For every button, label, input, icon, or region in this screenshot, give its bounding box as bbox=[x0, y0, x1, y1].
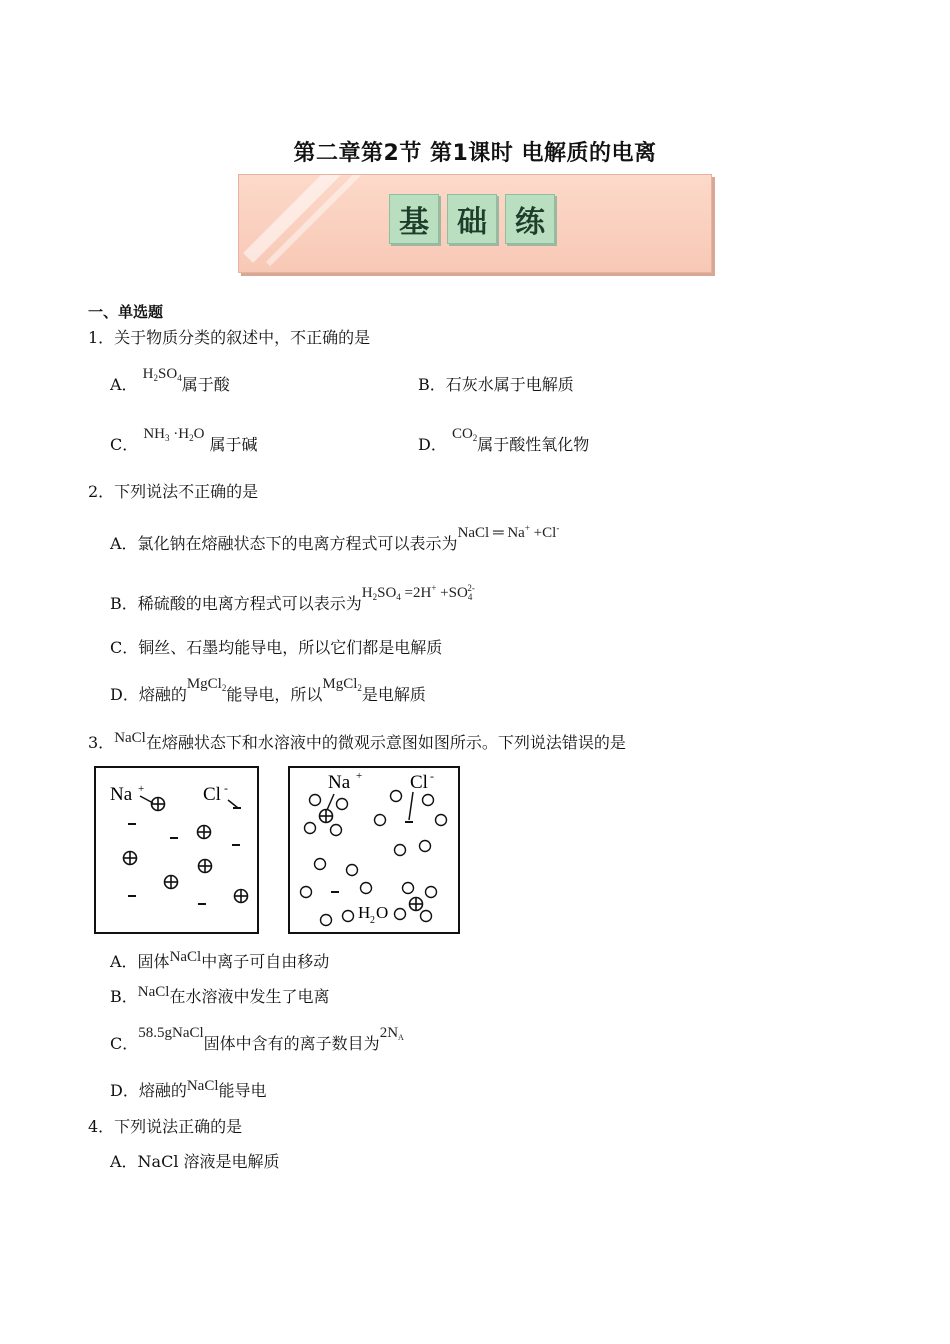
formula: NaCl bbox=[186, 1078, 219, 1094]
svg-text:+: + bbox=[138, 783, 145, 795]
water-molecule-icon bbox=[305, 823, 316, 834]
water-molecule-icon bbox=[395, 845, 406, 856]
water-molecule-icon bbox=[423, 795, 434, 806]
pointer-line bbox=[228, 800, 238, 808]
sodium-ion-icon bbox=[320, 810, 333, 823]
sodium-ion-icon bbox=[199, 860, 212, 873]
water-molecule-icon bbox=[347, 865, 358, 876]
page-title: 第二章第2节 第1课时 电解质的电离 bbox=[293, 141, 657, 166]
water-molecule-icon bbox=[310, 795, 321, 806]
banner-chars bbox=[389, 194, 555, 244]
banner bbox=[238, 174, 712, 273]
q4-stem: 4．下列说法正确的是 bbox=[88, 1117, 243, 1136]
cl-label bbox=[410, 769, 434, 793]
svg-text:Cl: Cl bbox=[410, 772, 428, 793]
q2-option-a: A．氯化钠在熔融状态下的电离方程式可以表示为NaCl ═ Na+ +Cl- bbox=[110, 523, 560, 553]
q2-option-d: D．熔融的MgCl$_2$能导电，所以MgCl$_2$是电解质 bbox=[110, 676, 426, 704]
q2-option-c: C．铜丝、石墨均能导电，所以它们都是电解质 bbox=[110, 638, 443, 657]
formula: NaCl bbox=[114, 730, 146, 746]
sodium-ion-icon bbox=[235, 890, 248, 903]
water-molecule-icon bbox=[375, 815, 386, 826]
q1-stem: 1．关于物质分类的叙述中，不正确的是 bbox=[88, 328, 371, 347]
q4-option-a: A．NaCl 溶液是电解质 bbox=[110, 1152, 280, 1171]
q3-option-b: B．NaCl在水溶液中发生了电离 bbox=[110, 984, 330, 1006]
cl-label bbox=[203, 781, 228, 805]
svg-text:2: 2 bbox=[370, 915, 375, 926]
water-molecule-icon bbox=[395, 909, 406, 920]
option-text: 属于酸 bbox=[181, 375, 230, 394]
water-molecule-icon bbox=[331, 825, 342, 836]
aqueous-nacl-diagram bbox=[288, 766, 460, 934]
banner-char: 基 bbox=[389, 194, 439, 244]
banner-highlight bbox=[243, 174, 345, 263]
formula: $NH_3 \cdot H_2O$ bbox=[143, 426, 205, 443]
water-molecule-icon bbox=[426, 887, 437, 898]
svg-text:+: + bbox=[356, 770, 363, 782]
water-molecule-icon bbox=[301, 887, 312, 898]
sodium-ion-icon bbox=[152, 798, 165, 811]
sodium-ion-icon bbox=[124, 852, 137, 865]
q1-option-a bbox=[110, 366, 230, 400]
water-molecule-icon bbox=[343, 911, 354, 922]
formula: MgCl$_2$ bbox=[322, 676, 362, 693]
formula: $H_2SO_4 =2H^+ +SO_4^{2-}$ bbox=[361, 583, 475, 602]
water-molecule-icon bbox=[391, 791, 402, 802]
banner-char: 练 bbox=[505, 194, 555, 244]
formula: 58.5gNaCl bbox=[138, 1025, 204, 1041]
svg-text:Na: Na bbox=[110, 784, 133, 805]
q3-option-c: C．58.5gNaCl固体中含有的离子数目为$2N_A$ bbox=[110, 1025, 404, 1053]
water-molecule-icon bbox=[361, 883, 372, 894]
section-heading: 一、单选题 bbox=[88, 303, 164, 321]
water-molecule-icon bbox=[315, 859, 326, 870]
q1-option-b: B．石灰水属于电解质 bbox=[418, 375, 574, 394]
water-molecule-icon bbox=[436, 815, 447, 826]
na-label bbox=[110, 783, 144, 805]
formula: $2N_A$ bbox=[379, 1025, 404, 1042]
water-molecule-icon bbox=[337, 799, 348, 810]
formula: NaCl bbox=[169, 949, 202, 965]
svg-text:Na: Na bbox=[328, 772, 351, 793]
svg-text:O: O bbox=[376, 903, 389, 922]
molten-nacl-diagram bbox=[94, 766, 259, 934]
water-molecule-icon bbox=[403, 883, 414, 894]
water-molecule-icon bbox=[321, 915, 332, 926]
na-label bbox=[328, 770, 362, 793]
svg-text:H: H bbox=[358, 903, 371, 922]
pointer-line bbox=[327, 794, 334, 810]
water-molecule-icon bbox=[420, 841, 431, 852]
formula: $CO_2$ bbox=[451, 426, 478, 443]
q2-option-b: B．稀硫酸的电离方程式可以表示为$H_2SO_4 =2H^+ +SO_4^{2-}$ bbox=[110, 583, 475, 613]
sodium-ion-icon bbox=[165, 876, 178, 889]
formula: NaCl ═ Na+ +Cl- bbox=[457, 523, 560, 541]
q3-stem: 3．NaCl在熔融状态下和水溶液中的微观示意图如图所示。下列说法错误的是 bbox=[88, 730, 626, 752]
formula: NaCl bbox=[137, 984, 170, 1000]
q1-option-c: C． $NH_3 \cdot H_2O$ 属于碱 bbox=[110, 426, 258, 454]
svg-text:Cl: Cl bbox=[203, 784, 221, 805]
pointer-line bbox=[409, 792, 413, 820]
sodium-ion-icon bbox=[198, 826, 211, 839]
svg-text:-: - bbox=[224, 781, 228, 795]
formula: $H_2SO_4$ bbox=[142, 366, 182, 383]
option-label: A． bbox=[110, 375, 138, 394]
formula: MgCl$_2$ bbox=[186, 676, 227, 693]
q3-option-a: A．固体NaCl中离子可自由移动 bbox=[110, 949, 330, 971]
water-label bbox=[358, 903, 388, 926]
sodium-ion-icon bbox=[410, 898, 423, 911]
q3-option-d: D．熔融的NaCl能导电 bbox=[110, 1078, 267, 1100]
banner-char: 础 bbox=[447, 194, 497, 244]
q1-option-d: D． $CO_2$属于酸性氧化物 bbox=[418, 426, 590, 454]
q2-stem: 2．下列说法不正确的是 bbox=[88, 482, 259, 501]
svg-text:-: - bbox=[430, 769, 434, 783]
water-molecule-icon bbox=[421, 911, 432, 922]
